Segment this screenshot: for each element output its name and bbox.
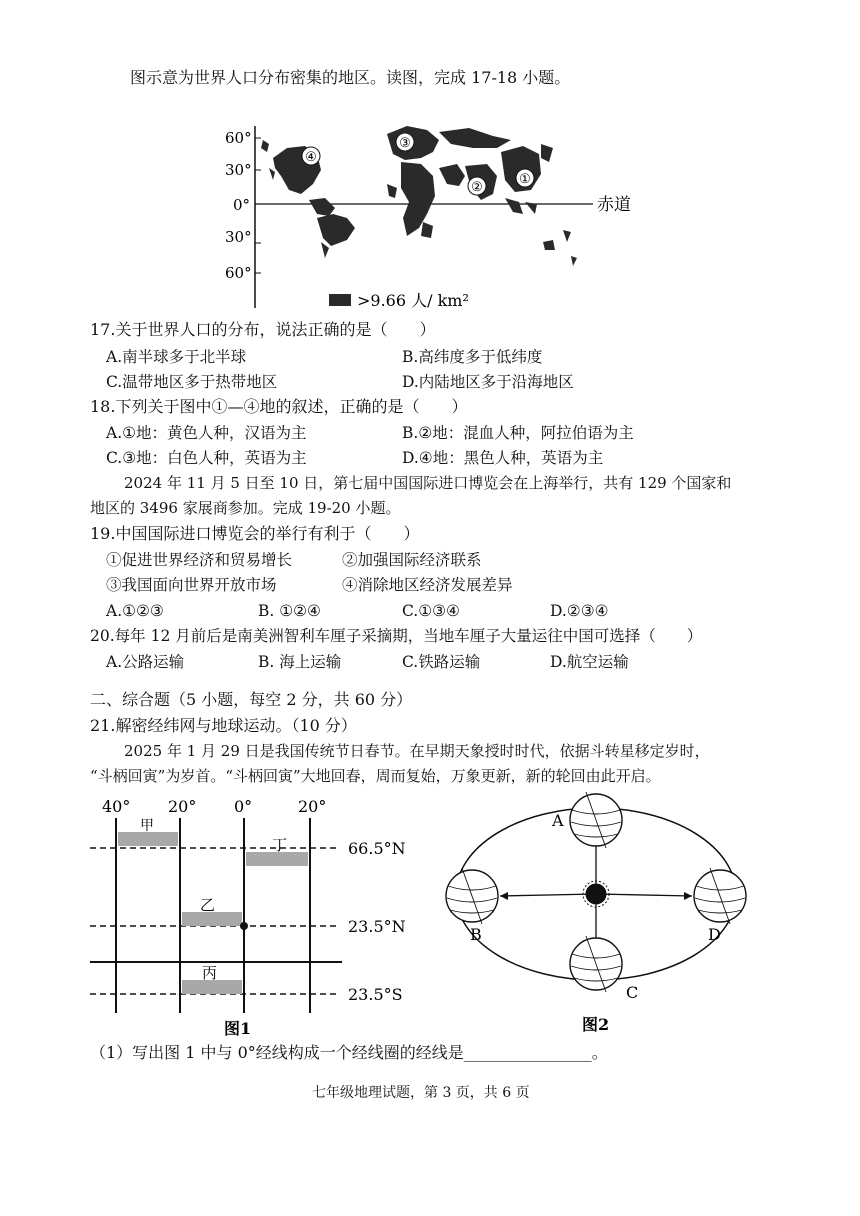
q19-statement-3: ③我国面向世界开放市场	[106, 576, 277, 594]
fig1-lon-0: 0°	[234, 797, 253, 816]
q18-option-b[interactable]: B.②地：混血人种，阿拉伯语为主	[402, 424, 634, 442]
fig1-lat-23s: 23.5°S	[348, 985, 403, 1004]
fig1-lat-23n: 23.5°N	[348, 917, 406, 936]
section-2-heading: 二、综合题（5 小题，每空 2 分，共 60 分）	[90, 690, 413, 709]
q20-stem: 20.每年 12 月前后是南美洲智利车厘子采摘期，当地车厘子大量运往中国可选择（ ）	[90, 627, 703, 645]
equator-label: 赤道	[597, 195, 631, 215]
fig1-lon-20w: 20°	[168, 797, 197, 816]
q17-option-c[interactable]: C.温带地区多于热带地区	[106, 373, 278, 391]
lat-label-0: 0°	[233, 196, 251, 214]
legend-swatch	[329, 294, 351, 306]
intro-19-20-line1: 2024 年 11 月 5 日至 10 日，第七届中国国际进口博览会在上海举行，共有 129 个国家和	[124, 474, 732, 492]
page-footer: 七年级地理试题，第 3 页，共 6 页	[312, 1085, 530, 1101]
q21-title: 21.解密经纬网与地球运动。（10 分）	[90, 716, 357, 735]
q18-option-a[interactable]: A.①地：黄色人种，汉语为主	[106, 424, 307, 442]
q20-option-d[interactable]: D.航空运输	[550, 653, 629, 671]
intro-17-18: 图示意为世界人口分布密集的地区。读图，完成 17-18 小题。	[130, 68, 571, 87]
q19-option-d[interactable]: D.②③④	[550, 602, 609, 620]
q19-option-a[interactable]: A.①②③	[106, 602, 164, 620]
q20-option-c[interactable]: C.铁路运输	[402, 653, 481, 671]
q19-statement-4: ④消除地区经济发展差异	[342, 576, 513, 594]
fig1-lon-20e: 20°	[298, 797, 327, 816]
fig2-label-b: B	[470, 925, 482, 944]
figure-1-grid	[86, 788, 426, 1040]
lat-label-30n: 30°	[225, 161, 252, 179]
q21-sub-1: （1）写出图 1 中与 0°经线构成一个经线圈的经线是________________。	[90, 1043, 608, 1062]
fig1-point	[240, 922, 248, 930]
fig2-label-d: D	[708, 925, 721, 944]
q20-option-a[interactable]: A.公路运输	[106, 653, 185, 671]
lat-label-60s: 60°	[225, 264, 252, 282]
region-label-1: ①	[519, 172, 531, 187]
fig1-lon-40w: 40°	[102, 797, 131, 816]
q17-option-a[interactable]: A.南半球多于北半球	[106, 348, 247, 366]
fig2-label-c: C	[626, 983, 639, 1002]
sun-icon	[586, 884, 606, 904]
q17-option-d[interactable]: D.内陆地区多于沿海地区	[402, 373, 574, 391]
lat-label-30s: 30°	[225, 228, 252, 246]
region-label-4: ④	[305, 150, 317, 165]
q19-stem: 19.中国国际进口博览会的举行有利于（ ）	[90, 524, 420, 543]
fig1-region-jia: 甲	[140, 818, 154, 834]
q17-option-b[interactable]: B.高纬度多于低纬度	[402, 348, 543, 366]
q21-text-line2: “斗柄回寅”为岁首。“斗柄回寅”大地回春，周而复始，万象更新，新的轮回由此开启。	[90, 767, 661, 785]
q19-statement-2: ②加强国际经济联系	[342, 551, 482, 569]
region-label-3: ③	[399, 136, 411, 151]
q19-option-c[interactable]: C.①③④	[402, 602, 460, 620]
intro-19-20-line2: 地区的 3496 家展商参加。完成 19-20 小题。	[90, 499, 401, 517]
lat-label-60n: 60°	[225, 129, 252, 147]
q19-option-b[interactable]: B. ①②④	[258, 602, 321, 620]
q17-stem: 17.关于世界人口的分布，说法正确的是（ ）	[90, 320, 436, 339]
q19-statement-1: ①促进世界经济和贸易增长	[106, 551, 293, 569]
q20-option-b[interactable]: B. 海上运输	[258, 653, 342, 671]
fig1-region-ding: 丁	[272, 836, 288, 854]
q21-text-line1: 2025 年 1 月 29 日是我国传统节日春节。在早期天象授时时代，依据斗转星移定岁时，	[124, 742, 710, 760]
q18-option-c[interactable]: C.③地：白色人种，英语为主	[106, 449, 307, 467]
population-map	[225, 118, 645, 318]
region-label-2: ②	[471, 180, 483, 195]
legend-text: >9.66 人/ km²	[357, 291, 469, 310]
fig1-region-yi: 乙	[200, 896, 216, 914]
q18-stem: 18.下列关于图中①—④地的叙述，正确的是（ ）	[90, 397, 468, 416]
q18-option-d[interactable]: D.④地：黑色人种，英语为主	[402, 449, 604, 467]
figure-2-orbit	[436, 792, 766, 1040]
fig1-caption: 图1	[224, 1019, 252, 1038]
fig2-label-a: A	[552, 811, 564, 830]
fig2-caption: 图2	[582, 1015, 610, 1034]
fig1-lat-66n: 66.5°N	[348, 839, 406, 858]
fig1-region-bing: 丙	[202, 964, 218, 982]
